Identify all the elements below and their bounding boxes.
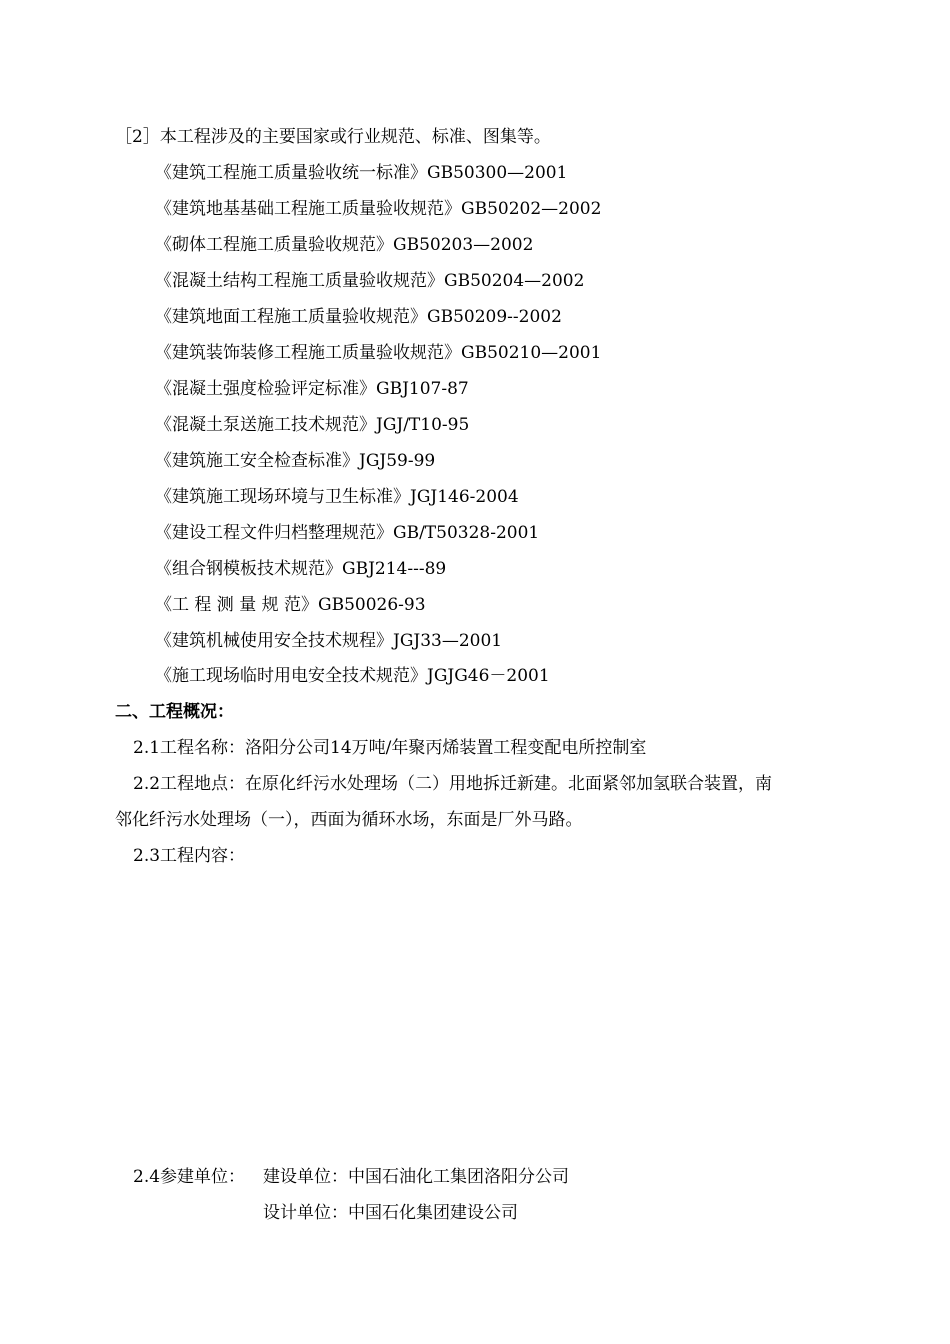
standard-item: 《建筑装饰装修工程施工质量验收规范》GB50210—2001 xyxy=(155,343,602,363)
standard-item: 《砌体工程施工质量验收规范》GB50203—2002 xyxy=(155,235,534,255)
designer-unit: 设计单位：中国石化集团建设公司 xyxy=(263,1203,518,1223)
standard-item: 《混凝土结构工程施工质量验收规范》GB50204—2002 xyxy=(155,271,585,291)
standard-item: 《建筑施工现场环境与卫生标准》JGJ146-2004 xyxy=(155,487,519,507)
overview-heading: 二、工程概况： xyxy=(115,702,234,722)
standard-item: 《工 程 测 量 规 范》GB50026-93 xyxy=(155,595,426,615)
project-name: 2.1工程名称：洛阳分公司14万吨/年聚丙烯装置工程变配电所控制室 xyxy=(133,738,647,758)
project-location-line2: 邻化纤污水处理场（一），西面为循环水场，东面是厂外马路。 xyxy=(115,810,583,830)
project-location-line1: 2.2工程地点：在原化纤污水处理场（二）用地拆迁新建。北面紧邻加氢联合装置，南 xyxy=(133,774,773,794)
standard-item: 《混凝土强度检验评定标准》GBJ107-87 xyxy=(155,379,469,399)
participants-label: 2.4参建单位： xyxy=(133,1167,246,1187)
builder-unit: 建设单位：中国石油化工集团洛阳分公司 xyxy=(263,1167,569,1187)
references-heading: ［2］本工程涉及的主要国家或行业规范、标准、图集等。 xyxy=(115,127,551,147)
standard-item: 《建筑地面工程施工质量验收规范》GB50209--2002 xyxy=(155,307,562,327)
standard-item: 《建筑施工安全检查标准》JGJ59-99 xyxy=(155,451,436,471)
standard-item: 《混凝土泵送施工技术规范》JGJ/T10-95 xyxy=(155,415,470,435)
standard-item: 《建筑地基基础工程施工质量验收规范》GB50202—2002 xyxy=(155,199,602,219)
standard-item: 《建设工程文件归档整理规范》GB/T50328-2001 xyxy=(155,523,540,543)
standard-item: 《组合钢模板技术规范》GBJ214---89 xyxy=(155,559,447,579)
project-content: 2.3工程内容： xyxy=(133,846,246,866)
standard-item: 《建筑机械使用安全技术规程》JGJ33—2001 xyxy=(155,631,503,651)
standard-item: 《施工现场临时用电安全技术规范》JGJG46－2001 xyxy=(155,666,550,686)
standard-item: 《建筑工程施工质量验收统一标准》GB50300—2001 xyxy=(155,163,568,183)
